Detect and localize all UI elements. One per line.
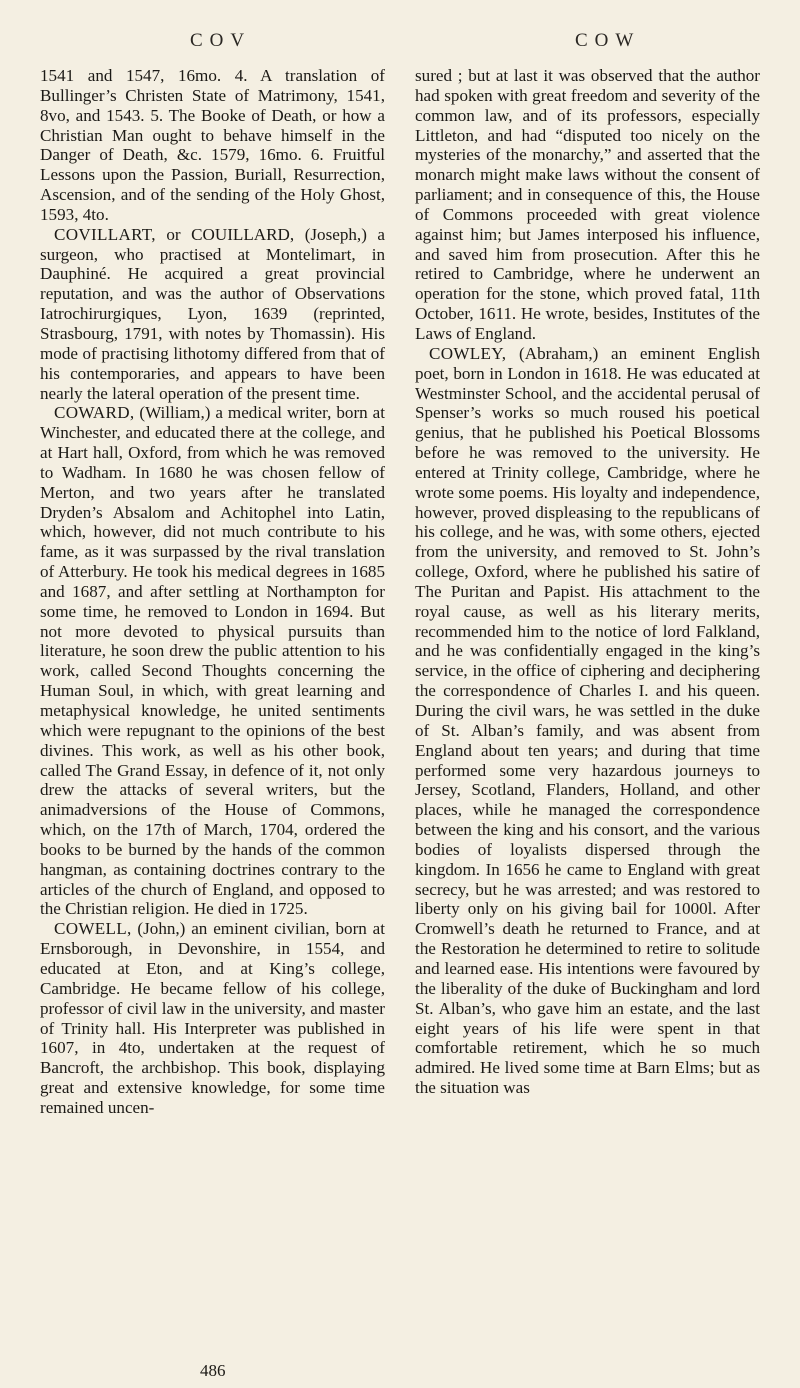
entry-covillart [40, 225, 385, 404]
entry-headword: COWLEY, [429, 343, 507, 363]
entry-text: (Abraham,) an eminent English poet, born in London in 1618. He was educated at Westminster School, and the accidental perusal of Spenser’s works so much roused his poetical genius, that he published his Poetical Blossoms before he was removed to the university. He entered at Trinity college, Cambridge, where he wrote some poems. His loyalty and independence, however, proved displeasing to the republicans of his college, and he was, with some others, ejected from the university, and removed to St. John’s college, Oxford, where he published his satire of The Puritan and Papist. His attachment to the royal cause, as well as his literary merits, recommended him to the notice of lord Falkland, and he was confidentially engaged in the king’s service, in the office of ciphering and deciphering the correspondence of Charles I. and his queen. During the civil wars, he was settled in the duke of St. Alban’s family, and was absent from England about ten years; and during that time performed some very hazardous journeys to Jersey, Scotland, Flanders, Holland, and other places, while he managed the correspondence between the king and his consort, and the various bodies of loyalists dispersed through the kingdom. In 1656 he came to England with great secrecy, but he was arrested; and was restored to liberty only on his giving bail for 1000l. After Cromwell’s death he returned to France, and at the Restoration he determined to retire to solitude and learned ease. His intentions were favoured by the liberality of the duke of Buckingham and lord St. Alban’s, who gave him an estate, and the last eight years of his life were spent in that comfortable retirement, which he so much admired. He lived some time at Barn Elms; but as the situation was [415, 343, 760, 1098]
continued-paragraph: 1541 and 1547, 16mo. 4. A translation of Bullinger’s Christen State of Matrimony, 1541, 8vo, and 1543. 5. The Booke of Death, or how a Christian Man ought to behave himself in the Danger of Death, &c. 1579, 16mo. 6. Fruitful Lessons upon the Passion, Buriall, Resurrection, Ascension, and of the sending of the Holy Ghost, 1593, 4to. [40, 66, 385, 224]
entry-headword: COWELL, [54, 919, 132, 939]
running-head-right: COW [575, 30, 641, 51]
entry-text: (John,) an eminent civilian, born at Ernsborough, in Devonshire, in 1554, and educated at Eton, and at King’s college, Cambridge. He became fellow of his college, professor of civil law in the university, and master of Trinity hall. His Interpreter was published in 1607, in 4to, undertaken at the request of Bancroft, the archbishop. This book, displaying great and extensive knowledge, for some time remained uncen- [40, 919, 385, 1117]
right-column [415, 66, 760, 1098]
entry-headword: COWARD, [54, 403, 135, 423]
entry-cowell [40, 919, 385, 1117]
entry-cowley [415, 344, 760, 1098]
entry-text: or COUILLARD, (Joseph,) a surgeon, who practised at Montelimart, in Dauphiné. He acquired a great provincial reputation, and was the author of Observations Iatrochirurgiques, Lyon, 1639 (reprinted, Strasbourg, 1791, with notes by Thomassin). His mode of practising lithotomy differed from that of his contemporaries, and appears to have been nearly the lateral operation of the present time. [40, 224, 385, 403]
entry-headword: COVILLART, [54, 224, 156, 244]
entry-text: (William,) a medical writer, born at Winchester, and educated there at the college, and at Hart hall, Oxford, from which he was removed to Wadham. In 1680 he was chosen fellow of Merton, and two years after he translated Dryden’s Absalom and Achitophel into Latin, which, however, did not much contribute to his fame, as it was surpassed by the rival translation of Atterbury. He took his medical degrees in 1685 and 1687, and after settling at Northampton for some time, he removed to London in 1694. But not more devoted to physical pursuits than literature, he soon drew the public attention to his work, called Second Thoughts concerning the Human Soul, in which, with great learning and metaphysical knowledge, he united sentiments which were repugnant to the opinions of the best divines. This work, as well as his other book, called The Grand Essay, in defence of it, not only drew the attacks of several writers, but the animadversions of the House of Commons, which, on the 17th of March, 1704, ordered the books to be burned by the hands of the common hangman, as containing doctrines contrary to the articles of the church of England, and opposed to the Christian religion. He died in 1725. [40, 403, 385, 919]
page-number: 486 [200, 1361, 226, 1380]
entry-coward [40, 403, 385, 919]
left-column [40, 66, 385, 1118]
running-head-left: COV [190, 30, 252, 51]
continued-paragraph: sured ; but at last it was observed that the author had spoken with great freedom and severity of the common law, and of its professors, especially Littleton, and had “disputed too nicely on the mysteries of the monarchy,” and asserted that the monarch might make laws without the consent of parliament; and in consequence of this, the House of Commons proceeded with great violence against him; but James interposed his influence, and saved him from prosecution. After this he retired to Cambridge, where he underwent an operation for the stone, which proved fatal, 11th October, 1611. He wrote, besides, Institutes of the Laws of England. [415, 66, 760, 343]
